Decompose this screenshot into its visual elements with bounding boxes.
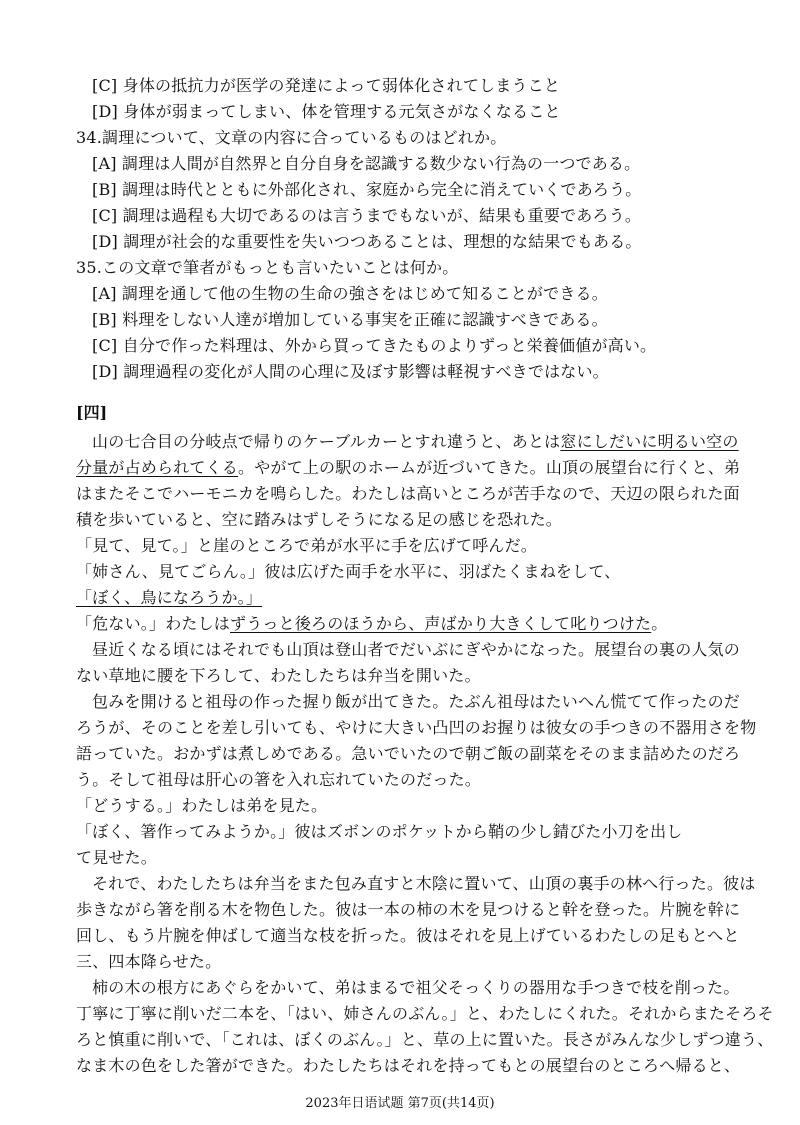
passage-line: 歩きながら箸を削る木を物色した。彼は一本の柿の木を見つけると幹を登った。片腕を幹に bbox=[76, 900, 741, 919]
option-35c: [C] 自分で作った料理は、外から買ってきたものよりずっと栄養価値が高い。 bbox=[92, 336, 657, 355]
passage-line: 「ぼく、箸作ってみようか。」彼はズボンのポケットから鞘の少し錆びた小刀を出し bbox=[76, 822, 683, 841]
passage-text: 。 bbox=[651, 614, 668, 633]
passage-line: 「姉さん、見てごらん。」彼は広げた両手を水平に、羽ばたくまねをして、 bbox=[76, 562, 621, 581]
passage-line bbox=[76, 614, 667, 634]
section-heading: [四] bbox=[76, 403, 108, 422]
passage-line: 三、四本降らせた。 bbox=[76, 952, 222, 971]
underlined-phrase: 「ぼく、鳥になろうか。」 bbox=[76, 588, 263, 607]
passage-line: それで、わたしたちは弁当をまた包み直すと木陰に置いて、山頂の裏手の林へ行った。彼は bbox=[92, 874, 756, 893]
option-34a: [A] 調理は人間が自然界と自分自身を認識する数少ない行為の一つである。 bbox=[92, 154, 641, 173]
passage-line bbox=[92, 432, 739, 452]
question-35: 35.この文章で筆者がもっとも言いたいことは何か。 bbox=[76, 258, 459, 277]
underlined-phrase: ずうっと後ろのほうから、声ばかり大きくして叱りつけた bbox=[230, 614, 652, 633]
passage-line: 包みを開けると祖母の作った握り飯が出てきた。たぶん祖母はたいへん慌てて作ったのだ bbox=[92, 692, 741, 711]
underlined-phrase: 分量が占められてくる bbox=[76, 458, 239, 477]
passage-line bbox=[76, 588, 262, 608]
passage-line: 積を歩いていると、空に踏みはずしそうになる足の感じを恐れた。 bbox=[76, 510, 563, 529]
page-footer: 2023年日语试题 第7页(共14页) bbox=[305, 1096, 495, 1111]
option-34b: [B] 調理は時代とともに外部化され、家庭から完全に消えていくであろう。 bbox=[92, 180, 642, 199]
passage-line: 丁寧に丁寧に削いだ二本を、「はい、姉さんのぶん。」と、わたしにくれた。それからまたそろそ bbox=[76, 1004, 774, 1023]
passage-line: 昼近くなる頃にはそれでも山頂は登山者でだいぶにぎやかになった。展望台の裏の人気の bbox=[92, 640, 741, 659]
option-34d: [D] 調理が社会的な重要性を失いつつあることは、理想的な結果でもある。 bbox=[92, 232, 642, 251]
option-35a: [A] 調理を通して他の生物の生命の強さをはじめて知ることができる。 bbox=[92, 284, 608, 303]
underlined-phrase: 窓にしだいに明るい空の bbox=[560, 432, 739, 451]
passage-line: て見せた。 bbox=[76, 848, 158, 867]
option-34c: [C] 調理は過程も大切であるのは言うまでもないが、結果も重要であろう。 bbox=[92, 206, 642, 225]
passage-line: 「どうする。」わたしは弟を見た。 bbox=[76, 796, 328, 815]
question-34: 34.調理について、文章の内容に合っているものはどれか。 bbox=[76, 128, 507, 147]
passage-text: 。やがて上の駅のホームが近づいてきた。山頂の展望台に行くと、弟 bbox=[238, 458, 741, 477]
passage-text: 「危ない。」わたしは bbox=[76, 614, 231, 633]
option-33c: [C] 身体の抵抗力が医学の発達によって弱体化されてしまうこと bbox=[92, 76, 561, 95]
passage-line: ろと慎重に削いで、「これは、ぼくのぶん。」と、草の上に置いた。長さがみんな少しずつ違う、 bbox=[76, 1030, 774, 1049]
passage-line: 回し、もう片腕を伸ばして適当な枝を折った。彼はそれを見上げているわたしの足もとへと bbox=[76, 926, 740, 945]
option-35d: [D] 調理過程の変化が人間の心理に及ぼす影響は軽視すべきではない。 bbox=[92, 362, 609, 381]
passage-line: 柿の木の根方にあぐらをかいて、弟はまるで祖父そっくりの器用な手つきで枝を削った。 bbox=[92, 978, 740, 997]
option-33d: [D] 身体が弱まってしまい、体を管理する元気さがなくなること bbox=[92, 102, 561, 121]
passage-line: う。そして祖母は肝心の箸を入れ忘れていたのだった。 bbox=[76, 770, 482, 789]
passage-line: 語っていた。おかずは煮しめである。急いでいたので朝ご飯の副菜をそのまま詰めたのだろ bbox=[76, 744, 741, 763]
passage-line: ない草地に腰を下ろして、わたしたちは弁当を開いた。 bbox=[76, 666, 481, 685]
passage-line: ろうが、そのことを差し引いても、やけに大きい凸凹のお握りは彼女の手つきの不器用さを物 bbox=[76, 718, 757, 737]
passage-line: はまたそこでハーモニカを鳴らした。わたしは高いところが苦手なので、天辺の限られた面 bbox=[76, 484, 740, 503]
option-35b: [B] 料理をしない人達が増加している事実を正確に認識すべきである。 bbox=[92, 310, 608, 329]
passage-line bbox=[76, 458, 740, 478]
passage-line: なま木の色をした箸ができた。わたしたちはそれを持ってもとの展望台のところへ帰ると、 bbox=[76, 1056, 741, 1075]
passage-line: 「見て、見て。」と崖のところで弟が水平に手を広げて呼んだ。 bbox=[76, 536, 538, 555]
passage-text: 山の七合目の分岐点で帰りのケーブルカーとすれ違うと、あとは bbox=[92, 432, 561, 451]
